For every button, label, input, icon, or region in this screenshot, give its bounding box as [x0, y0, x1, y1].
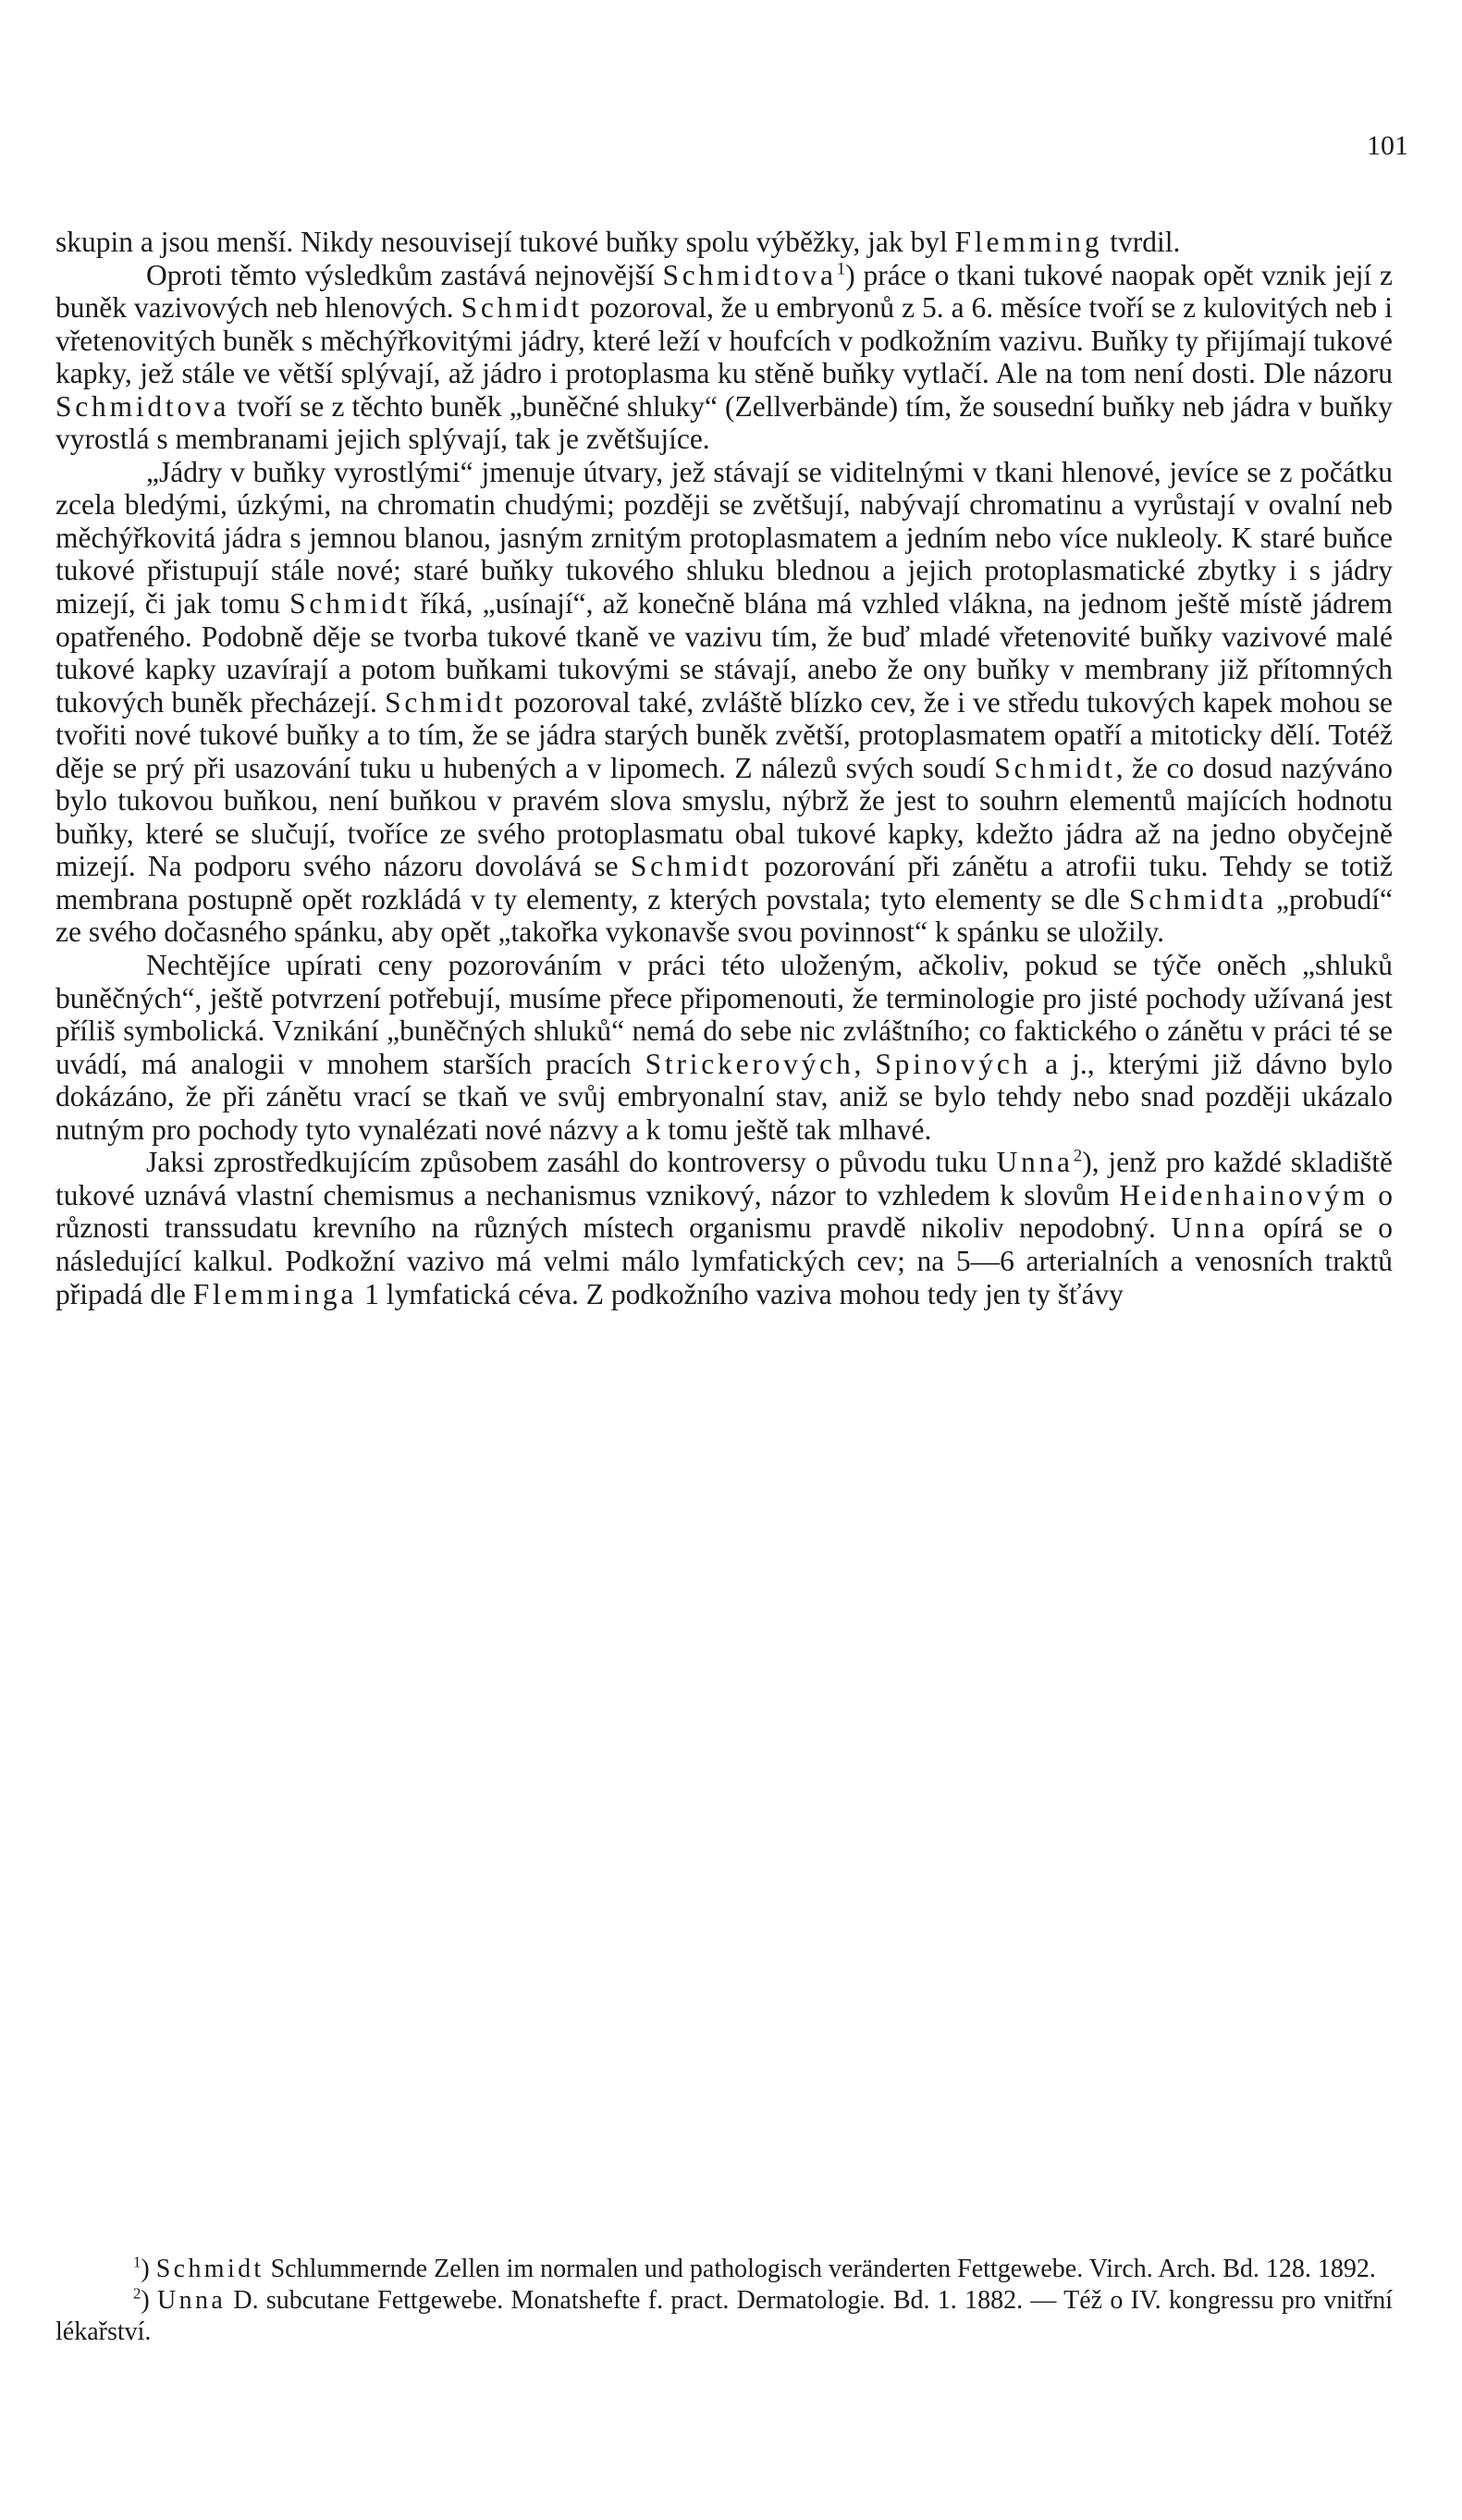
- text-run: Oproti těmto výsledkům zastává nejnovější: [146, 258, 663, 291]
- paragraph: [55, 1146, 1393, 1310]
- spaced-name: Strickerových: [645, 1047, 854, 1080]
- text-run: tvrdil.: [1102, 226, 1181, 258]
- text-run: 1 lymfatická céva. Z podkožního vaziva mohou tedy jen ty šťávy: [357, 1277, 1124, 1310]
- paragraph: [55, 259, 1393, 456]
- footnote-marker: 1: [836, 259, 846, 279]
- footnote: [55, 2254, 1393, 2285]
- spaced-name: Schmidt: [630, 850, 753, 883]
- text-run: skupin a jsou menší. Nikdy nesouvisejí tukové buňky spolu výběžky, jak byl: [55, 226, 955, 258]
- text-run: „Jádry v buňky vyrostlými“ jmenuje útvary, jež stávají se viditelnými v tkani hlenové, jevíce se z počátku zcela bledými, úzkými, na chromatin chudými; později se zvětšují, nabývají chromatinu a vyrůstají v ovalní neb měchýřkovitá jádra s jemnou blanou, jasným zrnitým protoplasmatem a jedním nebo více nukleoly. K staré buňce tukové přistupují stále nové; staré buňky tukového shluku blednou a jejich protoplasmatické zbytky i s jádry mizejí, či jak tomu: [55, 455, 1393, 621]
- spaced-name: Schmidt: [155, 2255, 264, 2283]
- text-run: , že co dosud nazýváno bylo tukovou buňkou, není buňkou v pravém slova smyslu, nýbrž že jest to souhrn elementů majících hodnotu buňky, které se slučují, tvoříce ze svého protoplasmatu obal tukové kapky, kdežto jádra až na jedno obyčejně mizejí. Na podporu svého názoru dovolává se: [55, 751, 1393, 883]
- paragraph: [55, 949, 1393, 1146]
- text-run: ): [141, 2255, 156, 2283]
- text-run: Schlummernde Zellen im normalen und pathologisch veränderten Fettgewebe. Virch. Arch. Bd. 128. 1892.: [264, 2255, 1376, 2283]
- spaced-name: Unna: [1171, 1211, 1248, 1245]
- spaced-name: Schmidtova: [662, 258, 837, 291]
- text-run: o různosti transsudatu krevního na různých místech organismu pravdě nikoliv nepodobný.: [55, 1178, 1394, 1245]
- text-run: a j., kterými již dávno bylo dokázáno, že při zánětu vrací se tkaň ve svůj embryonalní stav, aniž se bylo tehdy nebo snad později ukázalo nutným pro pochody tyto vynalézati nové názvy a k tomu ještě tak mlhavé.: [55, 1047, 1394, 1146]
- text-run: „probudí“ ze svého dočasného spánku, aby opět „takořka vykonavše svou povinnost“ k spánku se uložily.: [55, 882, 1393, 949]
- spaced-name: Heidenhainovým: [1119, 1178, 1370, 1211]
- spaced-name: Flemminga: [192, 1277, 358, 1310]
- text-run: říká, „usínají“, až konečně blána má vzhled vlákna, na jednom ještě místě jádrem opatřeného. Podobně děje se tvorba tukové tkaně ve vazivu tím, že buď mladé vřetenovité buňky vazivové malé tukové kapky uzavírají a potom buňkami tukovými se stávají, anebo že ony buňky v membrany již přítomných tukových buněk přecházejí.: [55, 587, 1393, 719]
- text-run: pozoroval, že u embryonů z 5. a 6. měsíce tvoří se z kulovitých neb i vřetenovitých buněk s měchýřkovitými jádry, které leží v houfcích v podkožním vazivu. Buňky ty přijímají tukové kapky, jež stále ve větší splývají, až jádro i protoplasma ku stěně buňky vytlačí. Ale na tom není dosti. Dle názoru: [55, 291, 1393, 390]
- footnote-marker: 2: [1073, 1146, 1083, 1166]
- text-run: ), jenž pro každé skladiště tukové uznává vlastní chemismus a nechanismus vznikový, názor to vzhledem k slovům: [55, 1146, 1394, 1211]
- spaced-name: Schmidt: [385, 685, 507, 719]
- spaced-name: Schmidtova: [55, 389, 230, 423]
- text-run: ): [141, 2286, 158, 2315]
- text-run: pozorování při zánětu a atrofii tuku. Tehdy se totiž membrana postupně opět rozkládá v ty elementy, z kterých povstala; tyto elementy se dle: [55, 850, 1393, 916]
- spaced-name: Flemming: [954, 226, 1103, 258]
- footnote-marker: 2: [133, 2284, 141, 2303]
- text-run: Nechtějíce upírati ceny pozorováním v práci této uloženým, ačkoliv, pokud se týče oněch „shluků buněčných“, ještě potvrzení potřebují, musíme přece připomenouti, že terminologie pro jisté pochody užívaná jest příliš symbolická. Vznikání „buněčných shluků“ nemá do sebe nic zvláštního; co faktického o zánětu v práci té se uvádí, má analogii v mnohem starších pracích: [55, 949, 1393, 1080]
- spaced-name: Schmidt: [994, 751, 1116, 784]
- spaced-name: Unna: [157, 2286, 227, 2315]
- footnote: [55, 2285, 1393, 2348]
- page-number: 101: [1367, 130, 1408, 161]
- footnotes: [55, 2254, 1393, 2348]
- paragraph: [55, 456, 1393, 949]
- text-run: tvoří se z těchto buněk „buněčné shluky“ (Zellverbände) tím, že sousední buňky neb jádra v buňky vyrostlá s membranami jejich splývají, tak je zvětšujíce.: [55, 389, 1393, 456]
- footnote-marker: 1: [133, 2253, 141, 2271]
- spaced-name: Unna: [996, 1146, 1074, 1179]
- text-run: pozoroval také, zvláště blízko cev, že i ve středu tukových kapek mohou se tvořiti nové tukové buňky a to tím, že se jádra starých buněk zvětší, protoplasmatem opatří a mitoticky dělí. Totéž děje se prý při usazování tuku u hubených a v lipomech. Z nálezů svých soudí: [55, 685, 1393, 784]
- body-text: [55, 226, 1393, 1310]
- text-run: opírá se o následující kalkul. Podkožní vazivo má velmi málo lymfatických cev; na 5—6 arterialních a venosních traktů připadá dle: [55, 1211, 1393, 1310]
- spaced-name: Schmidta: [1128, 882, 1268, 916]
- spaced-name: Schmidt: [289, 587, 412, 621]
- paragraph: [55, 226, 1393, 259]
- text-run: Jaksi zprostředkujícím způsobem zasáhl do kontroversy o původu tuku: [146, 1146, 997, 1179]
- spaced-name: Schmidt: [461, 291, 584, 325]
- text-run: D. subcutane Fettgewebe. Monatshefte f. pract. Dermatologie. Bd. 1. 1882. — Též o IV. kongressu pro vnitřní lékařství.: [55, 2286, 1394, 2346]
- spaced-name: Spinových: [875, 1047, 1032, 1080]
- text-run: ) práce o tkani tukové naopak opět vznik její z buněk vazivových neb hlenových.: [55, 258, 1393, 325]
- text-run: ,: [854, 1047, 876, 1080]
